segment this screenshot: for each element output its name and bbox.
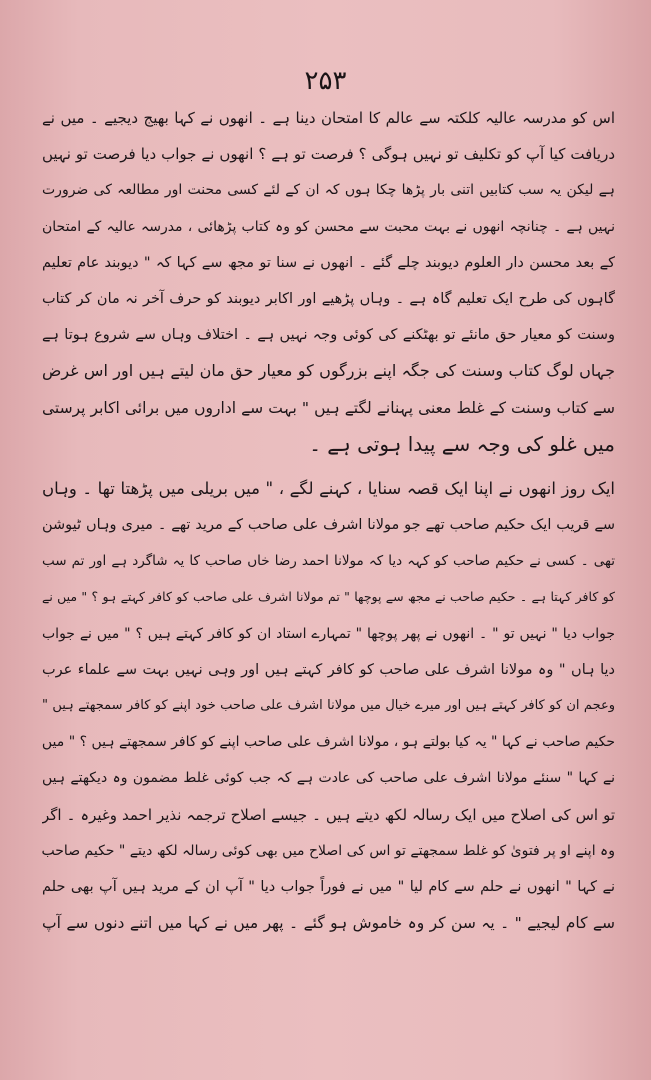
paragraph-2 xyxy=(42,471,615,941)
text-line: تھی ۔ کسی نے حکیم صاحب کو کہہ دیا کہ مولانا احمد رضا خاں صاحب کا یہ شاگرد ہے اور تم سب xyxy=(42,553,615,570)
text-line: نے کہا " سنئے مولانا اشرف علی صاحب کی عادت ہے کہ جب کوئی غلط مضمون وہ دیکھتے ہیں xyxy=(42,770,615,787)
text-line: اس کو مدرسہ عالیہ کلکتہ سے عالم کا امتحان دینا ہے ۔ انھوں نے کہا بھیج دیجیے ۔ میں نے xyxy=(42,109,615,127)
text-line: جواب دیا " نہیں تو " ۔ انھوں نے پھر پوچھا " تمہارے استاد ان کو کافر کہتے ہیں ؟ " میں نے جواب xyxy=(42,625,615,642)
text-line: نہیں ہے ۔ چنانچہ انھوں نے بہت محبت سے محسن کو وہ کتاب پڑھائی ، مدرسہ عالیہ کے امتحان xyxy=(42,218,615,235)
text-line: جہاں لوگ کتاب وسنت کی جگہ اپنے بزرگوں کو معیار حق مان لیتے ہیں اور اس غرض xyxy=(42,361,615,381)
text-line: ایک روز انھوں نے اپنا ایک قصہ سنایا ، کہنے لگے ، " میں بریلی میں پڑھتا تھا ۔ وہاں xyxy=(42,478,615,498)
text-line: سے قریب ایک حکیم صاحب تھے جو مولانا اشرف علی صاحب کے مرید تھے ۔ میری وہاں ٹیوشن xyxy=(42,517,615,534)
text-line: وسنت کو معیار حق مانئے تو بھٹکنے کی کوئی وجہ نہیں ہے ۔ اختلاف وہاں سے شروع ہوتا ہے xyxy=(42,327,615,344)
text-line: گاہوں کی طرح ایک تعلیم گاہ ہے ۔ وہاں پڑھیے اور اکابر دیوبند کو حرف آخر نہ مان کر کتاب xyxy=(42,290,615,307)
text-line: میں غلو کی وجہ سے پیدا ہوتی ہے ۔ xyxy=(309,431,615,456)
paragraph-1 xyxy=(42,100,615,462)
text-line: تو اس کی اصلاح میں ایک رسالہ لکھ دیتے ہیں ۔ جیسے اصلاح ترجمہ نذیر احمد وغیرہ ۔ اگر xyxy=(42,805,615,824)
text-line: وہ اپنے او پر فتویٰ کو غلط سمجھتے تو اس کی اصلاح میں بھی کوئی رسالہ لکھ دیتے " حکیم صاحب xyxy=(42,842,615,859)
page-number: ۲۵۳ xyxy=(304,66,347,96)
text-line: نے کہا " انھوں نے حلم سے کام لیا " میں نے فوراً جواب دیا " آپ ان کے مرید ہیں آپ بھی حلم xyxy=(42,878,615,895)
text-line: کے بعد محسن دار العلوم دیوبند چلے گئے ۔ انھوں نے سنا تو مجھ سے کہا کہ " دیوبند عام تعلیم xyxy=(42,254,615,271)
text-line: وعجم ان کو کافر کہتے ہیں اور میرے خیال میں مولانا اشرف علی صاحب خود اپنے کو کافر سمجھتے ہیں " xyxy=(42,698,615,713)
text-line: دیا ہاں " وہ مولانا اشرف علی صاحب کو کافر کہتے ہیں اور وہی نہیں بہت سے علماء عرب xyxy=(42,661,615,678)
text-line: حکیم صاحب نے کہا " یہ کیا بولتے ہو ، مولانا اشرف علی صاحب اپنے کو کافر سمجھتے ہیں ؟ " میں xyxy=(42,734,615,751)
text-line: دریافت کیا آپ کو تکلیف تو نہیں ہوگی ؟ فرصت تو ہے ؟ انھوں نے جواب دیا فرصت تو نہیں xyxy=(42,145,615,164)
text-line: ہے لیکن یہ سب کتابیں اتنی بار پڑھا چکا ہوں کہ ان کے لئے کسی محنت اور مطالعہ کی ضرورت xyxy=(42,182,615,199)
body-text xyxy=(42,100,615,941)
text-line: سے کتاب وسنت کے غلط معنی پہنانے لگتے ہیں " بہت سے اداروں میں برائی اکابر پرستی xyxy=(42,398,615,417)
text-line: کو کافر کہتا ہے ۔ حکیم صاحب نے مجھ سے پوچھا " تم مولانا اشرف علی صاحب کو کافر کہتے ہو ؟ " میں نے xyxy=(42,589,615,605)
paragraph-spacer xyxy=(42,462,615,471)
text-line: سے کام لیجیے " ۔ یہ سن کر وہ خاموش ہو گئے ۔ پھر میں نے کہا میں اتنے دنوں سے آپ xyxy=(42,914,615,933)
